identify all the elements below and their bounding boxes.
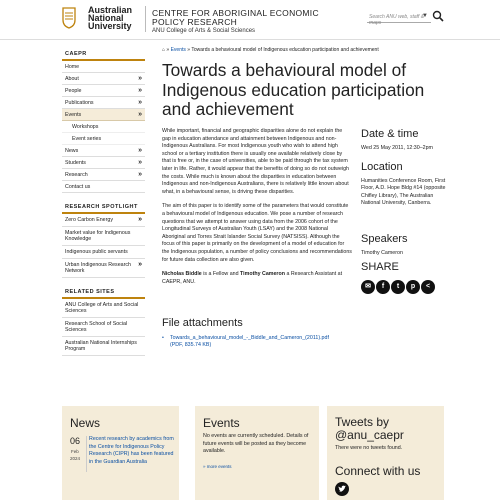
more-events-link[interactable]: » more events [203, 464, 232, 469]
spotlight-heading: RESEARCH SPOTLIGHT [62, 203, 145, 214]
site-subtitle[interactable]: ANU College of Arts & Social Sciences [152, 28, 256, 34]
news-date-day: 06 [70, 436, 81, 446]
breadcrumb-events-link[interactable]: Events [170, 47, 186, 53]
sidebar-item-news[interactable] [62, 145, 145, 157]
share-heading: SHARE [361, 261, 399, 273]
author-text: a Research Assistant at CAEPR, ANU. [162, 271, 343, 285]
chevron-right-icon[interactable]: » [138, 261, 142, 268]
sidebar-item-label: News [65, 148, 79, 154]
news-heading: News [70, 416, 101, 430]
file-attachment-link[interactable] [162, 335, 332, 349]
chevron-right-icon[interactable]: » [138, 87, 142, 94]
location-heading: Location [361, 161, 403, 173]
pinterest-share-icon[interactable]: p [406, 280, 420, 294]
spotlight-label: Zero Carbon Energy [65, 217, 113, 223]
sidebar-item-home[interactable] [62, 61, 145, 73]
spotlight-item-market-value[interactable] [62, 227, 145, 246]
date-heading: Date & time [361, 128, 419, 140]
sidebar-item-label: People [65, 88, 82, 94]
author-note [162, 271, 352, 286]
bullet-icon: • [162, 335, 164, 341]
chevron-right-icon[interactable]: » [138, 216, 142, 223]
connect-heading: Connect with us [335, 464, 421, 478]
email-share-icon[interactable]: ✉ [361, 280, 375, 294]
chevron-right-icon[interactable]: » [138, 159, 142, 166]
sidebar-item-events[interactable] [62, 109, 145, 121]
news-item-link[interactable]: Recent research by academics from the Centre for Indigenous Policy Research (CIPR) has been featured in the Guardian Australia [89, 436, 174, 465]
sidebar [62, 50, 145, 356]
author-name: Nicholas Biddle [162, 271, 202, 278]
breadcrumb-current: Towards a behavioural model of Indigenous education participation and achievement [191, 47, 379, 53]
sidebar-item-label: Publications [65, 100, 94, 106]
events-heading: Events [203, 416, 240, 430]
spotlight-label: Indigenous public servants [65, 249, 128, 255]
search-input[interactable]: Search ANU web, staff & maps [367, 11, 431, 23]
news-date-year: 2024 [70, 456, 81, 461]
twitter-icon[interactable] [335, 482, 349, 496]
event-description [162, 128, 352, 293]
sidebar-heading: CAEPR [62, 50, 145, 61]
description-paragraph: While important, financial and geographic disparities alone do not explain the gap in education attendance and attainment between Indigenous and non-Indigenous Australians. For most Indigenous youth who wish to attend high school or a tertiary institution there is usually one available relatively close by that is free or, in the case of universities, able to be paid through the tax system later in life. Rather, it would appear that the benefits of doing so do not outweigh the costs. While much is known about the disparities in education between Indigenous and non-Indigenous Australians, there is relatively little known about what, in a behavioural sense, is driving these disparities. [162, 128, 349, 195]
spotlight-label: Urban Indigenous Research Network [65, 262, 131, 274]
tweets-panel [327, 406, 444, 500]
logo-line: University [88, 21, 132, 31]
sidebar-subitem-workshops[interactable]: Workshops [62, 121, 145, 133]
header-divider [145, 6, 146, 32]
sidebar-item-publications[interactable] [62, 97, 145, 109]
facebook-share-icon[interactable]: f [376, 280, 390, 294]
chevron-right-icon[interactable]: » [138, 147, 142, 154]
sidebar-item-label: Research [65, 172, 88, 178]
sidebar-item-label: Events [65, 112, 82, 118]
chevron-down-icon[interactable]: » [138, 111, 142, 118]
sidebar-item-label: Students [65, 160, 86, 166]
related-item[interactable]: Australian National Internships Program [62, 337, 145, 356]
author-text: is a Fellow and [201, 271, 241, 278]
spotlight-item-zero-carbon[interactable] [62, 214, 145, 227]
tweets-heading[interactable]: Tweets by @anu_caepr [335, 415, 404, 442]
location-value: Humanities Conference Room, First Floor, A.D. Hope Bldg #14 (opposite Chifley Library), The Australian National University, Canberra. [361, 178, 446, 206]
spotlight-label: Market value for Indigenous Knowledge [65, 230, 131, 242]
logo-line: Australian [88, 5, 133, 15]
file-attachments-heading: File attachments [162, 317, 243, 329]
anu-crest-icon[interactable] [62, 7, 76, 29]
sidebar-item-students[interactable] [62, 157, 145, 169]
related-heading: RELATED SITES [62, 288, 145, 299]
anu-logo-text[interactable] [88, 6, 148, 30]
twitter-bird-icon [335, 482, 349, 496]
file-name[interactable]: Towards_a_behavioural_model_-_Biddle_and_Cameron_(2011).pdf [170, 335, 329, 341]
chevron-right-icon[interactable]: » [138, 75, 142, 82]
sidebar-item-research[interactable] [62, 169, 145, 181]
twitter-share-icon[interactable]: t [391, 280, 405, 294]
related-item[interactable]: ANU College of Arts and Social Sciences [62, 299, 145, 318]
chevron-right-icon[interactable]: » [138, 99, 142, 106]
search-icon[interactable] [432, 10, 444, 22]
tweets-empty-message: There were no tweets found. [335, 445, 403, 451]
chevron-right-icon[interactable]: » [138, 171, 142, 178]
search-dropdown-icon[interactable]: ▼ [422, 13, 428, 19]
speakers-heading: Speakers [361, 233, 408, 245]
events-panel [195, 406, 319, 500]
description-paragraph: The aim of this paper is to identify some of the parameters that would constitute a behavioural model of Indigenous education. We pose a number of research questions that we attempt to answer using data from the 2006 cohort of the Longitudinal Surveys of Australian Youth (LSAY) and the 2008 National Aboriginal and Torres Strait Islander Social Survey (NATSISS). Although the focus of this paper is primarily on the development of a model of education for the Indigenous population, a number of policy conclusions and recommendations for future data collection are also given. [162, 203, 352, 263]
author-name: Timothy Cameron [240, 271, 285, 278]
date-value: Wed 25 May 2011, 12:30–2pm [361, 145, 433, 151]
sidebar-subitem-event-series[interactable]: Event series [62, 133, 145, 145]
news-divider [86, 436, 87, 472]
logo-line: National [88, 13, 124, 23]
page-title: Towards a behavioural model of Indigenous education participation and achievement [162, 60, 425, 119]
sidebar-item-label: About [65, 76, 79, 82]
events-message: No events are currently scheduled. Details of future events will be posted as they become available. [203, 433, 309, 454]
related-item[interactable]: Research School of Social Sciences [62, 318, 145, 337]
sidebar-item-label: Home [65, 64, 80, 70]
share-icon[interactable]: < [421, 280, 435, 294]
breadcrumb-separator: » [187, 47, 191, 53]
sidebar-item-about[interactable] [62, 73, 145, 85]
share-buttons [361, 280, 435, 294]
news-panel [62, 406, 179, 500]
site-title[interactable]: CENTRE FOR ABORIGINAL ECONOMIC POLICY RESEARCH [152, 8, 319, 27]
sidebar-item-people[interactable] [62, 85, 145, 97]
spotlight-item-urban-network[interactable] [62, 259, 145, 278]
sidebar-item-label: Contact us [65, 184, 91, 190]
speakers-value: Timothy Cameron [361, 250, 403, 256]
sidebar-item-contact[interactable] [62, 181, 145, 193]
breadcrumb [162, 47, 379, 53]
breadcrumb-separator: » [166, 47, 170, 53]
spotlight-item-public-servants[interactable] [62, 246, 145, 259]
home-icon[interactable]: ⌂ [162, 47, 166, 53]
news-date-month: Feb [71, 449, 79, 454]
file-meta: (PDF, 835.74 KB) [170, 342, 212, 348]
